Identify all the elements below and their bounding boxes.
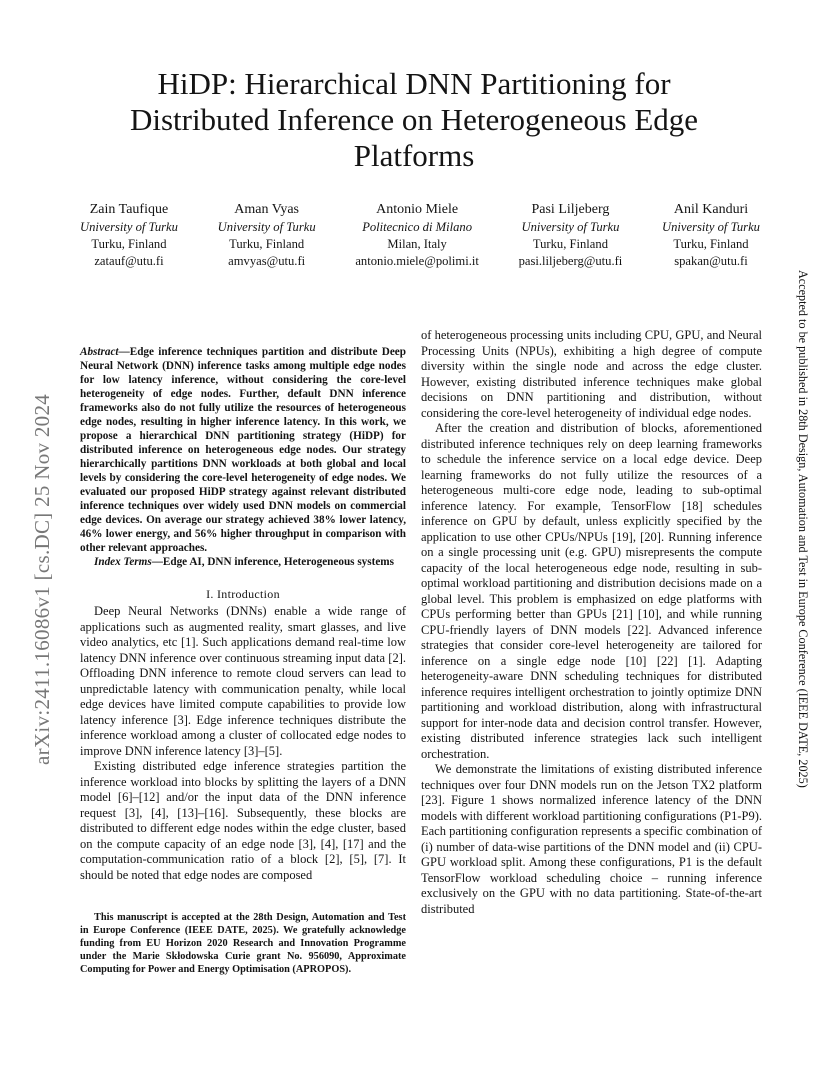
author-block <box>218 200 316 270</box>
title-line-1: HiDP: Hierarchical DNN Partitioning for <box>157 66 671 101</box>
author-block <box>355 200 479 270</box>
paragraph: After the creation and distribution of blocks, aforementioned distributed inference techniques rely on deep learning frameworks to schedule the inference service on a local edge device. Deep learning frameworks do not fully utilize the resources of a heterogeneous multi-core edge node, leading to sub-optimal inference latency. For example, TensorFlow [18] schedules inference on GPU by default, unless explicitly specified by the application to use other CPUs/NPUs [19], [20]. Running inference on a single processing unit (e.g. GPU) misrepresents the compute capacity of the local heterogeneous edge node, resulting in sub-optimal workload partitioning and distribution decisions made on a global level. This problem is emphasized on edge platforms with CPUs performing better than GPUs [21] [10], and while running CPU-friendly layers of DNN models [22]. Advanced inference strategies that consider core-level heterogeneity are tailored for inference on a single edge node [10] [22] [1]. Adapting heterogeneity-aware DNN scheduling techniques for distributed inference requires intelligent orchestration to jointly optimize DNN partitioning and workload distribution, along with infrastructural support for inter-node data and decision control transfer. However, existing distributed inference strategies lack such intelligent orchestration. <box>421 421 762 761</box>
author-email: zatauf@utu.fi <box>94 254 164 268</box>
paragraph: Existing distributed edge inference strategies partition the inference workload into blocks by splitting the layers of a DNN model [6]–[12] and/or the input data of the DNN inference request [3], [4], [13]–[16]. Subsequently, these blocks are distributed to different edge nodes within the edge cluster, based on the compute capacity of an edge node [3], [4], [17] and the computation-communication ratio of a block [2], [5], [7]. It should be noted that edge nodes are composed <box>80 759 406 882</box>
acceptance-note: Accepted to be published in 28th Design, Automation and Test in Europe Conference (IEEE DATE, 2025) <box>796 270 810 788</box>
paper-title <box>0 66 828 174</box>
author-name: Aman Vyas <box>234 202 299 217</box>
index-terms-lead: Index Terms <box>94 556 152 568</box>
author-block <box>662 200 760 270</box>
author-block <box>80 200 178 270</box>
title-line-3: Platforms <box>353 138 475 173</box>
author-block <box>519 200 623 270</box>
author-affiliation: University of Turku <box>80 220 178 234</box>
author-list <box>80 200 760 270</box>
author-name: Antonio Miele <box>376 202 459 217</box>
abstract-lead: Abstract <box>80 346 119 358</box>
author-email: spakan@utu.fi <box>674 254 748 268</box>
paragraph: We demonstrate the limitations of existing distributed inference techniques over four DNN models run on the Jetson TX2 platform [23]. Figure 1 shows normalized inference latency of the DNN models with different workload partitioning configurations (P1-P9). Each partitioning configuration represents a specific combination of (i) number of data-wise partitions of the DNN model and (ii) CPU-GPU workload split. Among these configurations, P1 is the default TensorFlow workload scheduling choice – running inference exclusively on the GPU with no data partitioning. State-of-the-art distributed <box>421 762 762 916</box>
author-affiliation: University of Turku <box>217 220 316 234</box>
author-location: Milan, Italy <box>387 237 447 251</box>
author-email: antonio.miele@polimi.it <box>355 254 479 268</box>
author-affiliation: Politecnico di Milano <box>362 220 473 234</box>
author-affiliation: University of Turku <box>521 220 620 234</box>
author-name: Zain Taufique <box>89 202 169 217</box>
author-affiliation: University of Turku <box>662 220 760 234</box>
footnote-text: This manuscript is accepted at the 28th Design, Automation and Test in Europe Conference (IEEE DATE, 2025). We gratefully acknowledge funding from EU Horizon 2020 Research and Innovation Programme under the Marie Skłodowska Curie grant No. 956090, Approximate Computing for Power and Energy Optimisation (APROPOS). <box>80 912 406 975</box>
author-name: Anil Kanduri <box>673 202 749 217</box>
author-email: pasi.liljeberg@utu.fi <box>518 254 623 268</box>
author-name: Pasi Liljeberg <box>531 202 610 217</box>
arxiv-identifier: arXiv:2411.16086v1 [cs.DC] 25 Nov 2024 <box>30 393 54 765</box>
abstract-body: —Edge inference techniques partition and distribute Deep Neural Network (DNN) inference tasks among multiple edge nodes for low latency inference, without considering the core-level heterogeneity of edge nodes. Further, default DNN inference frameworks also do not fully utilize the resources of heterogeneous edge nodes, resulting in higher inference latency. In this work, we propose a hierarchical DNN partitioning strategy (HiDP) for distributed inference on heterogeneous edge nodes. Our strategy hierarchically partitions DNN workloads at both global and local levels by considering the core-level heterogeneity of edge nodes. We evaluated our proposed HiDP strategy against relevant distributed inference techniques over widely used DNN models on commercial edge devices. On average our strategy achieved 38% lower latency, 46% lower energy, and 56% higher throughput in comparison with other relevant approaches. <box>80 346 406 554</box>
author-location: Turku, Finland <box>229 237 305 251</box>
left-column-body <box>80 604 406 883</box>
right-column-body <box>421 328 762 917</box>
paragraph: Deep Neural Networks (DNNs) enable a wide range of applications such as augmented reality, smart glasses, and live video analytics, etc [1]. Such applications demand real-time low latency DNN inference over continuous streaming input data [2]. Offloading DNN inference to remote cloud servers can lead to unpredictable latency with communication penalty, while local edge devices have limited compute capabilities to provide low latency inference [3]. Edge inference techniques distribute the inference workload among a cluster of collocated edge nodes to improve DNN inference latency [3]–[5]. <box>80 604 406 758</box>
index-terms-body: —Edge AI, DNN inference, Heterogeneous systems <box>151 556 394 568</box>
author-location: Turku, Finland <box>673 237 749 251</box>
footnote <box>80 911 406 976</box>
author-location: Turku, Finland <box>91 237 167 251</box>
author-location: Turku, Finland <box>532 237 608 251</box>
abstract <box>80 345 406 569</box>
author-email: amvyas@utu.fi <box>228 254 306 268</box>
section-heading: I. Introduction <box>206 587 280 601</box>
paragraph: of heterogeneous processing units including CPU, GPU, and Neural Processing Units (NPUs), exhibiting a high degree of compute diversity within the single node and across the edge cluster. However, existing distributed inference techniques make global decisions on DNN partitioning and distribution, without considering the core-level heterogeneity of individual edge nodes. <box>421 328 762 420</box>
title-line-2: Distributed Inference on Heterogeneous Edge <box>129 102 699 137</box>
